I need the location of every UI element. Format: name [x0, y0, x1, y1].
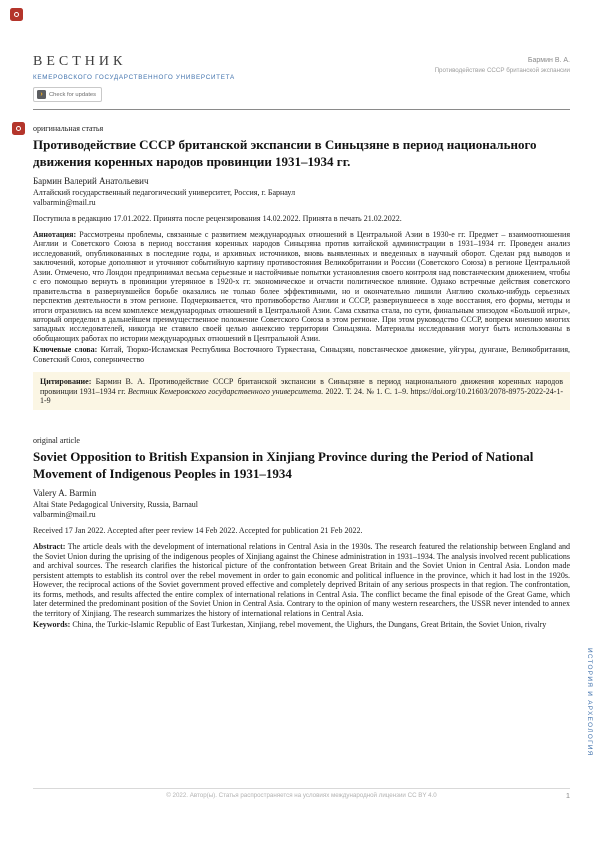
page-header: [33, 0, 570, 81]
article-type-en: [33, 436, 570, 445]
section-side-label: ИСТОРИЯ И АРХЕОЛОГИЯ: [586, 648, 593, 757]
citation-text: Бармин В. А. Противодействие СССР британской экспансии в Синьцзяне в период национального движения коренных народов провинции 1931–1934 гг.: [40, 377, 563, 396]
page-number: 1: [565, 791, 570, 800]
article-title-ru: Противодействие СССР британской экспансии в Синьцзяне в период национального движения коренных народов провинции 1931–1934 гг.: [33, 137, 537, 169]
keywords-text-ru: Китай, Тюрко-Исламская Республика Восточного Туркестана, Синьцзян, повстанческое движение, уйгуры, дунгане, Великобритания, Советский Союз, соперничество: [33, 345, 570, 364]
author-email-link-ru[interactable]: valbarmin@mail.ru: [33, 198, 96, 207]
annotation-marker-glyph: [14, 12, 19, 17]
submission-dates-en: Received 17 Jan 2022. Accepted after peer review 14 Feb 2022. Accepted for publication 21 Feb 2022.: [33, 526, 363, 536]
abstract-en: [33, 542, 570, 618]
page-footer: [33, 788, 570, 799]
abstract-text-en: The article deals with the development of international relations in Central Asia in the 1930s. The research featured the relationship between England and the Soviet Union during the uprising of the indigenous peoples of Xinjiang against the Chinese administration in 1931–1934. The analysis involved recent publications and archival sources. The research clarifies the historical picture of the confrontation between Great Britain and the Soviet Union in Central Asia. London made persistent attempts to establish its control over the rebel movement in order to gain economic and political influence in the province, which it had lost in the 1920s. However, the reciprocal actions of the Soviet government proved effective and completely deprived Britain of any serious prospects in that region. The confrontation, its forms, methods, and results affected the entire complex of international relations in Central Asia. The conflict became the final episode of the Great Game, which later determined the predominant position of the Soviet Union in Central Asia. Contrary to the opinion of many western researchers, the USSR never intended to annex the territory of Xinjiang. The research summarizes the history of international relations in Central Asia.: [33, 542, 571, 618]
article-type-ru: [33, 124, 570, 133]
author-name-en: Valery A. Barmin: [33, 488, 97, 499]
check-updates-label: Check for updates: [49, 91, 97, 98]
keywords-en: [33, 620, 570, 629]
keywords-ru: [33, 345, 570, 364]
journal-identity: [33, 54, 235, 81]
header-divider: [33, 109, 570, 110]
author-email-link-en[interactable]: valbarmin@mail.ru: [33, 510, 96, 520]
submission-dates-ru: Поступила в редакцию 17.01.2022. Принята после рецензирования 14.02.2022. Принята в печать 21.02.2022.: [33, 214, 402, 223]
affiliation-ru: Алтайский государственный педагогический университет, Россия, г. Барнаул: [33, 187, 296, 197]
annotation-marker-glyph: [16, 126, 21, 131]
article-title-en: Soviet Opposition to British Expansion in Xinjiang Province during the Period of National Movement of Indigenous Peoples in 1931–1934: [33, 449, 534, 481]
keywords-label-ru: Ключевые слова:: [33, 345, 98, 355]
citation-box: [33, 372, 570, 410]
citation-label: Цитирование:: [40, 377, 92, 387]
running-title: Противодействие СССР британской экспансии: [434, 67, 570, 74]
journal-subtitle: КЕМЕРОВСКОГО ГОСУДАРСТВЕННОГО УНИВЕРСИТЕТА: [33, 74, 235, 81]
abstract-label-ru: Аннотация:: [33, 230, 77, 239]
keywords-text-en: China, the Turkic-Islamic Republic of East Turkestan, Xinjiang, rebel movement, the Uighurs, the Dungans, Great Britain, the Soviet Union, rivalry: [72, 619, 547, 629]
abstract-text-ru: Рассмотрены проблемы, связанные с развитием международных отношений в Центральной Азии в 1930-е гг. Предмет – взаимоотношения Англии и Советского Союза в период восстания коренных народов Синьцзяна против китайской администрации в 1931–1934 гг. Проведен анализ исследований, опубликованных в последние годы, и архивных источников, вновь выявленных и введенных в научный оборот. Сделан ряд выводов и заключений, которые дополняют и уточняют событийную картину противостояния Великобритании и России (Советского Союза) в регионе Центральной Азии. Отмечено, что Лондон предпринимал весьма серьезные и настойчивые попытки установления своего контроля над повстанческим движением, чтобы с его помощью вернуть в провинции утерянное в 1920-х гг. экономическое и отчасти политическое влияние. Однако встречные действия советского правительства в развернувшейся борьбе оказались не только более эффективными, но и окончательно лишили Англию сколько-нибудь серьезных перспектив деятельности в этом регионе. Подчеркивается, что противоборство Англии и СССР, развернувшееся в ходе восстания, его формы, методы и итоги отразились на всем комплексе международных отношений в Центральной Азии. Сама схватка стала, по сути, финальным эпизодом «Большой игры», который определил в дальнейшем преимущественное положение Советского Союза в этом регионе. При этом руководство СССР, вопреки мнению многих западных исследователей, никогда не ставило своей целью аннексию территории Синьцзяна. Материалы исследования могут быть использованы в обобщающих работах по истории международных отношений в Центральной Азии.: [33, 230, 570, 343]
annotation-marker-icon: [12, 122, 25, 135]
copyright-license-text: © 2022. Автор(ы). Статья распространяется на условиях международной лицензии CC BY 4.0: [166, 792, 437, 799]
abstract-ru: [33, 230, 570, 343]
article-type-ru-label: оригинальная статья: [33, 124, 104, 133]
citation-journal: Вестник Кемеровского государственного университета.: [127, 386, 324, 396]
citation-issue: 2022. Т. 24. № 1. С. 1–9.: [325, 386, 409, 396]
running-head: [435, 54, 570, 74]
keywords-label-en: Keywords:: [33, 619, 71, 629]
running-author: Бармин В. А.: [527, 57, 570, 64]
crossmark-chevron-glyph: ›: [40, 91, 43, 98]
annotation-marker-icon: [10, 8, 23, 21]
affiliation-en: Altai State Pedagogical University, Russia, Barnaul: [33, 499, 199, 509]
journal-name: ВЕСТНИК: [33, 54, 127, 69]
check-updates-button[interactable]: [33, 87, 102, 102]
crossmark-icon: [37, 90, 46, 99]
article-type-en-label: original article: [33, 436, 80, 446]
citation-doi-link[interactable]: https://doi.org/10.21603/2078-8975-2022-24-1-1-9: [40, 386, 564, 405]
author-name-ru: Бармин Валерий Анатольевич: [33, 176, 149, 186]
abstract-label-en: Abstract:: [33, 542, 66, 552]
